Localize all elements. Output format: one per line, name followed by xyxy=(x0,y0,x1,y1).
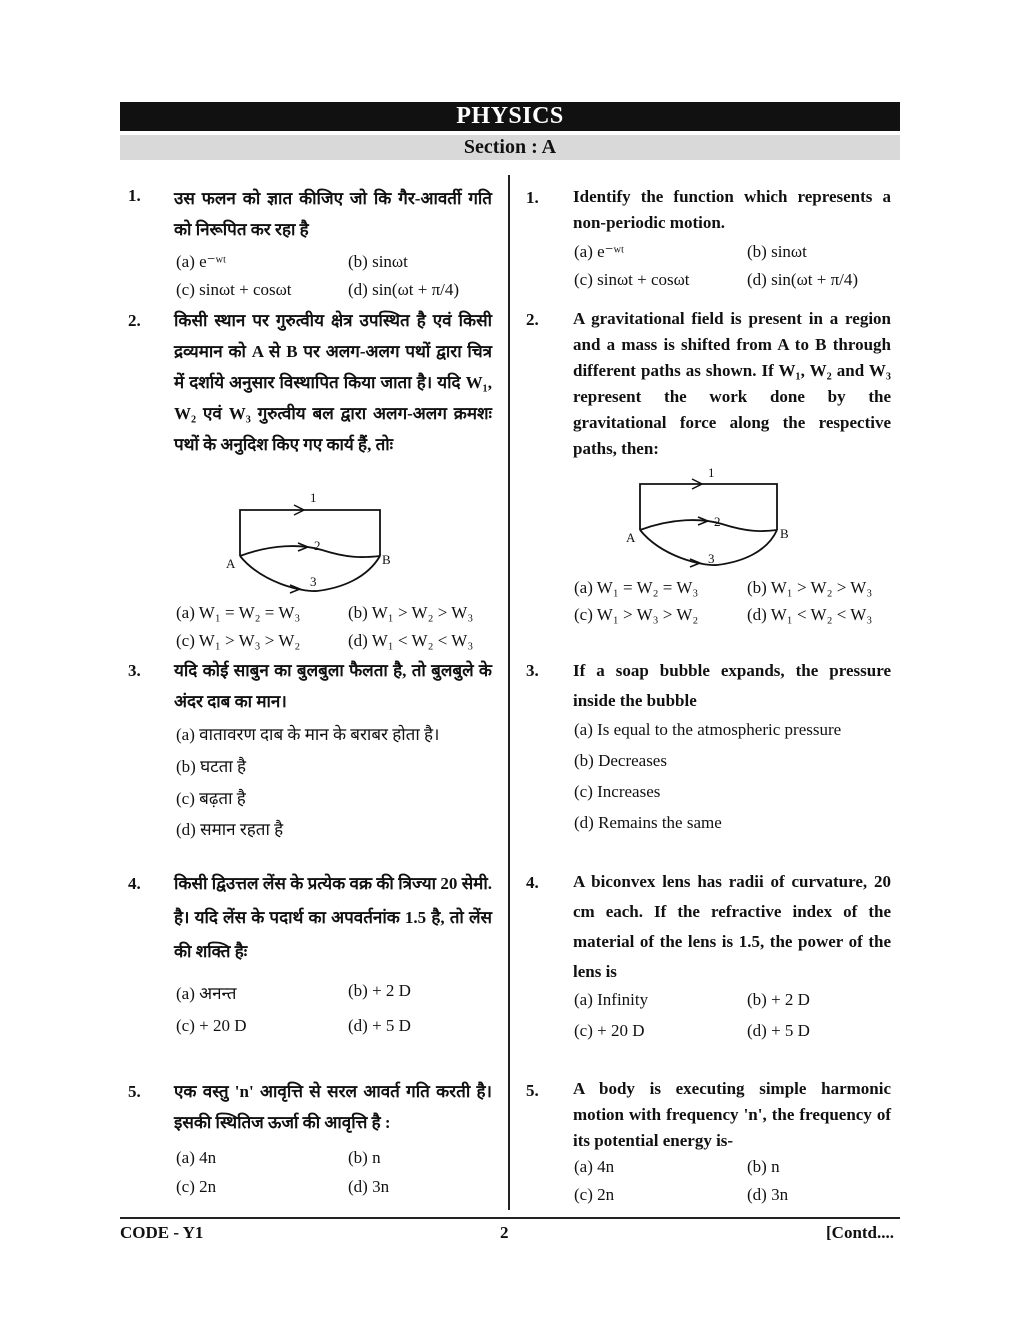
hi-point-a-label: A xyxy=(226,556,236,571)
en-q5-option-a: (a) 4n xyxy=(574,1157,615,1176)
en-path-label-2: 2 xyxy=(714,514,721,529)
hi-q2-option-c: (c) W₁ > W₃ > W₂ xyxy=(176,631,301,650)
hi-q1-option-d: (d) sin(ωt + π/4) xyxy=(348,280,460,299)
en-q5-number: 5. xyxy=(526,1081,539,1100)
hi-q1-text: उस फलन को ज्ञात कीजिए जो कि गैर-आवर्ती गति को निरूपित कर रहा है xyxy=(174,189,492,239)
hi-path-label-2: 2 xyxy=(314,538,321,553)
hi-q1-number: 1. xyxy=(128,186,141,205)
subject-title: PHYSICS xyxy=(120,102,900,131)
en-q2-option-a: (a) W₁ = W₂ = W₃ xyxy=(574,578,699,597)
hi-q3-option-d: (d) समान रहता है xyxy=(176,820,284,839)
hi-q5-option-c: (c) 2n xyxy=(176,1177,217,1196)
en-q4-number: 4. xyxy=(526,873,539,892)
hi-q3-option-a: (a) वातावरण दाब के मान के बराबर होता है। xyxy=(176,725,440,744)
en-q2-number: 2. xyxy=(526,310,539,329)
footer-code: CODE - Y1 xyxy=(120,1223,204,1242)
en-q1-text: Identify the function which represents a non-periodic motion. xyxy=(573,187,891,232)
footer-contd: [Contd.... xyxy=(826,1223,895,1242)
en-q1-option-c: (c) sinωt + cosωt xyxy=(574,270,690,289)
hi-q4-number: 4. xyxy=(128,874,141,893)
en-q4-option-b: (b) + 2 D xyxy=(747,990,810,1009)
hi-q1-option-a: (a) e⁻ʷᵗ xyxy=(176,252,227,271)
hi-q2-option-b: (b) W₁ > W₂ > W₃ xyxy=(348,603,474,622)
hi-path-label-3: 3 xyxy=(310,574,317,589)
hi-q1-option-b: (b) sinωt xyxy=(348,252,408,271)
hi-q5-number: 5. xyxy=(128,1082,141,1101)
hi-q4-option-d: (d) + 5 D xyxy=(348,1016,411,1035)
en-q3-option-c: (c) Increases xyxy=(574,782,661,801)
hi-q4-option-b: (b) + 2 D xyxy=(348,981,411,1000)
en-q4-option-a: (a) Infinity xyxy=(574,990,649,1009)
en-q2-option-c: (c) W₁ > W₃ > W₂ xyxy=(574,605,699,624)
hi-q2-number: 2. xyxy=(128,311,141,330)
en-q4-option-d: (d) + 5 D xyxy=(747,1021,810,1040)
en-q5-option-b: (b) n xyxy=(747,1157,780,1176)
en-q3-option-a: (a) Is equal to the atmospheric pressure xyxy=(574,720,842,739)
hi-q5-option-a: (a) 4n xyxy=(176,1148,217,1167)
column-divider xyxy=(508,175,510,1210)
hi-path-label-1: 1 xyxy=(310,490,317,505)
en-q2-text: A gravitational field is present in a region and a mass is shifted from A to B through different paths as shown. If W₁, W₂ and W₃ represent the work done by the gravitational force along the respective paths, then: xyxy=(573,309,891,458)
en-point-b-label: B xyxy=(780,526,789,541)
en-q1-number: 1. xyxy=(526,188,539,207)
hi-q4-option-a: (a) अनन्त xyxy=(176,984,237,1003)
en-q1-option-b: (b) sinωt xyxy=(747,242,807,261)
en-q2-option-b: (b) W₁ > W₂ > W₃ xyxy=(747,578,873,597)
hi-q4-text: किसी द्विउत्तल लेंस के प्रत्येक वक्र की त्रिज्या 20 सेमी. है। यदि लेंस के पदार्थ का अपवर्तनांक 1.5 है, तो लेंस की शक्ति हैः xyxy=(174,874,492,961)
hi-q5-text: एक वस्तु 'n' आवृत्ति से सरल आवर्त गति करती है। इसकी स्थितिज ऊर्जा की आवृत्ति है : xyxy=(174,1082,492,1132)
hi-q5-option-d: (d) 3n xyxy=(348,1177,390,1196)
en-q2-option-d: (d) W₁ < W₂ < W₃ xyxy=(747,605,873,624)
section-title: Section : A xyxy=(120,135,900,160)
en-q3-option-d: (d) Remains the same xyxy=(574,813,722,832)
en-q3-number: 3. xyxy=(526,661,539,680)
hi-q5-option-b: (b) n xyxy=(348,1148,381,1167)
en-q1-option-a: (a) e⁻ʷᵗ xyxy=(574,242,625,261)
hi-q3-number: 3. xyxy=(128,661,141,680)
hi-q3-option-c: (c) बढ़ता है xyxy=(176,789,246,808)
en-q5-option-c: (c) 2n xyxy=(574,1185,615,1204)
en-q5-text: A body is executing simple harmonic motion with frequency 'n', the frequency of its potential energy is- xyxy=(573,1079,891,1150)
en-point-a-label: A xyxy=(626,530,636,545)
en-q4-option-c: (c) + 20 D xyxy=(574,1021,645,1040)
footer-rule xyxy=(120,1217,900,1219)
hi-q1-option-c: (c) sinωt + cosωt xyxy=(176,280,292,299)
en-path-label-1: 1 xyxy=(708,465,715,480)
en-q2-diagram xyxy=(622,462,802,574)
en-q1-option-d: (d) sin(ωt + π/4) xyxy=(747,270,859,289)
en-q3-option-b: (b) Decreases xyxy=(574,751,667,770)
en-q5-option-d: (d) 3n xyxy=(747,1185,789,1204)
hi-q3-text: यदि कोई साबुन का बुलबुला फैलता है, तो बुलबुले के अंदर दाब का मान। xyxy=(174,661,492,711)
hi-q2-diagram xyxy=(222,488,412,596)
en-q4-text: A biconvex lens has radii of curvature, 20 cm each. If the refractive index of the material of the lens is 1.5, the power of the lens is xyxy=(573,872,891,981)
hi-q2-option-d: (d) W₁ < W₂ < W₃ xyxy=(348,631,474,650)
hi-point-b-label: B xyxy=(382,552,391,567)
hi-q3-option-b: (b) घटता है xyxy=(176,757,247,776)
en-path-label-3: 3 xyxy=(708,551,715,566)
en-q3-text: If a soap bubble expands, the pressure inside the bubble xyxy=(573,661,891,710)
hi-q2-text: किसी स्थान पर गुरुत्वीय क्षेत्र उपस्थित है एवं किसी द्रव्यमान को A से B पर अलग-अलग पथों द्वारा चित्र में दर्शाये अनुसार विस्थापित किया जाता है। यदि W₁, W₂ एवं W₃ गुरुत्वीय बल द्वारा अलग-अलग क्रमशः पथों के अनुदिश किए गए कार्य हैं, तोः xyxy=(174,311,492,454)
hi-q4-option-c: (c) + 20 D xyxy=(176,1016,247,1035)
page-number: 2 xyxy=(500,1223,509,1242)
hi-q2-option-a: (a) W₁ = W₂ = W₃ xyxy=(176,603,301,622)
